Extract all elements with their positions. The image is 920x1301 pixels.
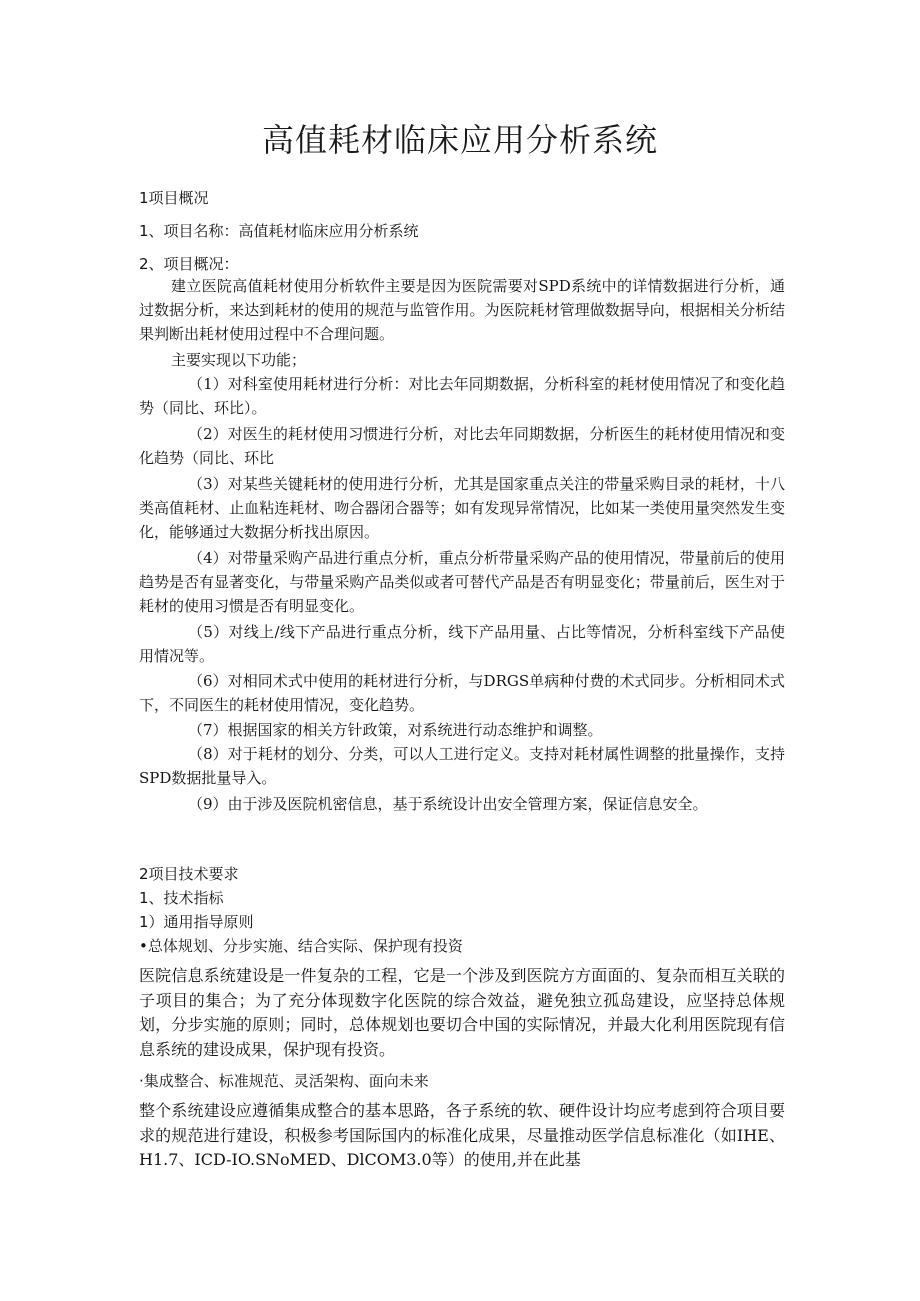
overview-paragraph: 建立医院高值耗材使用分析软件主要是因为医院需要对SPD系统中的详情数据进行分析，通过数据分析，来达到耗材的使用的规范与监管作用。为医院耗材管理做数据导向，根据相关分析结果判断出耗材使用过程中不合理问题。 bbox=[139, 277, 785, 343]
section1-heading: 1项目概况 bbox=[139, 189, 209, 207]
function-item-2: （2）对医生的耗材使用习惯进行分析，对比去年同期数据，分析医生的耗材使用情况和变化趋势（同比、环比 bbox=[139, 425, 785, 467]
project-overview-label: 2、项目概况： bbox=[139, 255, 239, 273]
function-item-7: （7）根据国家的相关方针政策，对系统进行动态维护和调整。 bbox=[188, 721, 603, 739]
section2-heading: 2项目技术要求 bbox=[139, 865, 239, 883]
function-item-4: （4）对带量采购产品进行重点分析，重点分析带量采购产品的使用情况，带量前后的使用趋势是否有显著变化，与带量采购产品类似或者可替代产品是否有明显变化；带量前后，医生对于耗材的使用习惯是否有明显变化。 bbox=[139, 549, 785, 615]
function-item-6: （6）对相同术式中使用的耗材进行分析，与DRGS单病种付费的术式同步。分析相同术式下，不同医生的耗材使用情况，变化趋势。 bbox=[139, 672, 785, 714]
principle-paragraph-2: 整个系统建设应遵循集成整合的基本思路，各子系统的软、硬件设计均应考虑到符合项目要求的规范进行建设，积极参考国际国内的标准化成果，尽量推动医学信息标准化（如IHE、H1.7、ICD-IO.SNoMED、DlCOM3.0等）的使用,并在此基 bbox=[139, 1101, 785, 1169]
document-title: 高值耗材临床应用分析系统 bbox=[261, 121, 658, 159]
function-item-1: （1）对科室使用耗材进行分析：对比去年同期数据，分析科室的耗材使用情况了和变化趋势（同比、环比）。 bbox=[139, 375, 785, 417]
functions-intro: 主要实现以下功能； bbox=[171, 351, 307, 369]
principle-paragraph-1: 医院信息系统建设是一件复杂的工程，它是一个涉及到医院方方面面的、复杂而相互关联的子项目的集合；为了充分体现数字化医院的综合效益，避免独立孤岛建设，应坚持总体规划，分步实施的原则；同时，总体规划也要切合中国的实际情况，并最大化利用医院现有信息系统的建设成果，保护现有投资。 bbox=[139, 966, 785, 1059]
principle-bullet-1: •总体规划、分步实施、结合实际、保护现有投资 bbox=[139, 937, 463, 955]
function-item-9: （9）由于涉及医院机密信息，基于系统设计出安全管理方案，保证信息安全。 bbox=[188, 795, 708, 813]
project-name-line: 1、项目名称：高值耗材临床应用分析系统 bbox=[139, 222, 419, 240]
function-item-8: （8）对于耗材的划分、分类，可以人工进行定义。支持对耗材属性调整的批量操作，支持SPD数据批量导入。 bbox=[139, 745, 785, 787]
general-principles-heading: 1）通用指导原则 bbox=[139, 913, 254, 931]
principle-bullet-2: ·集成整合、标准规范、灵活架构、面向未来 bbox=[139, 1072, 429, 1090]
function-item-3: （3）对某些关键耗材的使用进行分析，尤其是国家重点关注的带量采购目录的耗材，十八类高值耗材、止血粘连耗材、吻合器闭合器等；如有发现异常情况，比如某一类使用量突然发生变化，能够通过大数据分析找出原因。 bbox=[139, 475, 785, 541]
function-item-5: （5）对线上/线下产品进行重点分析，线下产品用量、占比等情况，分析科室线下产品使用情况等。 bbox=[139, 623, 785, 665]
tech-indicators-heading: 1、技术指标 bbox=[139, 889, 224, 907]
